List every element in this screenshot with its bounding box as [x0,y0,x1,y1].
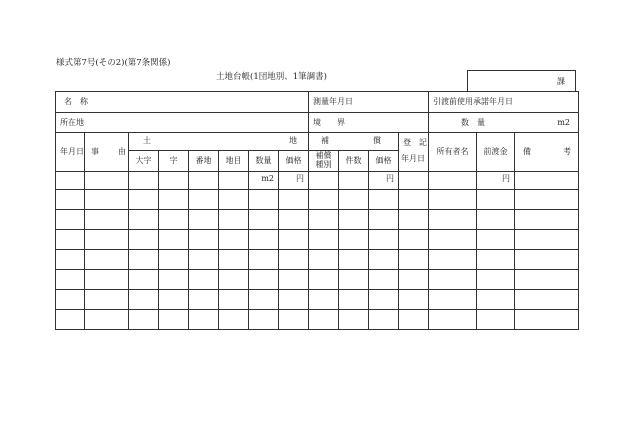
cell[interactable] [515,290,579,310]
cell[interactable] [429,230,477,250]
cell[interactable] [219,190,249,210]
cell[interactable] [399,290,429,310]
col-suryo-header: 数量 [249,151,279,172]
cell[interactable] [369,230,399,250]
transfer-date-field[interactable] [429,92,579,113]
info-row-name [56,92,579,113]
cell[interactable] [515,310,579,330]
cell-oaza[interactable] [129,172,159,190]
col-remarks-char-1: 備 [523,147,531,156]
quantity-label: 数 量 [461,118,485,127]
col-oaza-header: 大字 [129,151,159,172]
cell[interactable] [189,190,219,210]
cell[interactable] [279,230,309,250]
location-label: 所在地 [60,117,84,127]
cell-remarks[interactable] [515,172,579,190]
cell[interactable] [85,250,129,270]
cell[interactable] [515,250,579,270]
cell[interactable] [129,210,159,230]
survey-date-field[interactable] [309,92,429,113]
cell[interactable] [249,250,279,270]
cell[interactable] [85,290,129,310]
cell[interactable] [279,250,309,270]
section-label: 課 [557,77,565,86]
cell[interactable] [369,250,399,270]
survey-date-label: 測量年月日 [313,97,353,106]
cell[interactable] [189,230,219,250]
cell[interactable] [219,310,249,330]
cell-date[interactable] [56,172,85,190]
cell[interactable] [477,190,515,210]
cell[interactable] [249,190,279,210]
cell[interactable] [279,210,309,230]
cell[interactable] [279,190,309,210]
col-banchi-header: 番地 [189,151,219,172]
cell-banchi[interactable] [189,172,219,190]
cell[interactable] [129,190,159,210]
cell[interactable] [309,290,339,310]
unit-yen: 円 [386,174,394,183]
cell[interactable] [129,290,159,310]
cell[interactable] [159,270,189,290]
cell[interactable] [219,210,249,230]
cell[interactable] [279,270,309,290]
unit-yen: 円 [296,174,304,183]
cell-suryo[interactable] [249,172,279,190]
cell[interactable] [429,250,477,270]
cell[interactable] [85,310,129,330]
col-remarks-header [515,133,579,172]
cell[interactable] [339,290,369,310]
cell-kakaku[interactable] [279,172,309,190]
table-row [56,210,579,230]
col-kakaku2-header: 価格 [369,151,399,172]
cell[interactable] [189,270,219,290]
cell[interactable] [129,230,159,250]
col-compensation-char-1: 補 [321,136,329,145]
cell[interactable] [369,310,399,330]
cell[interactable] [159,250,189,270]
cell[interactable] [85,210,129,230]
cell[interactable] [249,270,279,290]
col-kensu-header: 件数 [339,151,369,172]
cell[interactable] [515,210,579,230]
cell[interactable] [189,210,219,230]
cell[interactable] [249,310,279,330]
col-reason-char-2: 由 [118,147,126,156]
cell[interactable] [515,230,579,250]
cell[interactable] [129,270,159,290]
cell[interactable] [219,230,249,250]
col-registration-header [399,133,429,172]
cell[interactable] [56,210,85,230]
cell[interactable] [399,230,429,250]
cell[interactable] [477,310,515,330]
cell[interactable] [399,250,429,270]
cell[interactable] [309,270,339,290]
cell[interactable] [56,290,85,310]
cell[interactable] [399,190,429,210]
cell[interactable] [279,290,309,310]
cell[interactable] [399,270,429,290]
cell[interactable] [279,310,309,330]
col-hosho-shubetsu-line-2: 種別 [315,160,332,169]
cell[interactable] [477,270,515,290]
cell[interactable] [309,310,339,330]
info-row-location [56,113,579,133]
cell[interactable] [369,210,399,230]
col-land-char-1: 土 [143,136,151,145]
cell[interactable] [85,230,129,250]
col-kakaku-header: 価格 [279,151,309,172]
section-box [467,70,576,92]
table-row [56,270,579,290]
cell[interactable] [56,250,85,270]
cell[interactable] [219,270,249,290]
cell[interactable] [515,190,579,210]
cell[interactable] [477,210,515,230]
cell[interactable] [429,310,477,330]
cell-hosho-shubetsu[interactable] [309,172,339,190]
cell[interactable] [159,190,189,210]
cell[interactable] [399,210,429,230]
cell[interactable] [159,230,189,250]
cell-registration[interactable] [399,172,429,190]
col-hosho-shubetsu-header [309,151,339,172]
col-registration-line-1: 登 記 [403,138,427,147]
cell-owner[interactable] [429,172,477,190]
col-chimoku-header: 地目 [219,151,249,172]
col-land-header [129,133,309,151]
cell[interactable] [309,190,339,210]
page-title: 土地台帳(1団地別、1筆調書) [216,72,327,82]
col-hosho-shubetsu-line-1: 補償 [315,151,332,161]
land-ledger-table [55,91,579,330]
cell-chimoku[interactable] [219,172,249,190]
col-reason-char-1: 事 [91,147,99,156]
cell[interactable] [339,230,369,250]
col-remarks-char-2: 考 [563,147,571,156]
column-header-row-1 [56,133,579,151]
cell[interactable] [85,190,129,210]
cell[interactable] [129,310,159,330]
cell[interactable] [309,210,339,230]
cell[interactable] [429,190,477,210]
col-land-char-2: 地 [289,136,297,145]
cell[interactable] [56,310,85,330]
cell[interactable] [339,310,369,330]
quantity-field[interactable] [429,113,579,133]
cell-advance[interactable] [477,172,515,190]
cell[interactable] [56,190,85,210]
cell[interactable] [515,270,579,290]
name-field[interactable] [56,92,309,113]
table-row [56,290,579,310]
name-label: 名 称 [64,97,88,106]
unit-yen: 円 [502,174,510,183]
boundary-field[interactable] [309,113,429,133]
cell[interactable] [477,230,515,250]
cell[interactable] [399,310,429,330]
col-aza-header: 字 [159,151,189,172]
quantity-unit: m2 [557,118,570,127]
cell-kensu[interactable] [339,172,369,190]
table-row [56,172,579,190]
col-date-header: 年月日 [56,133,85,172]
cell[interactable] [159,310,189,330]
cell[interactable] [339,250,369,270]
location-field[interactable] [56,113,309,133]
cell[interactable] [189,290,219,310]
unit-area: m2 [261,174,274,183]
col-owner-header: 所有者名 [429,133,477,172]
cell[interactable] [219,290,249,310]
cell[interactable] [249,290,279,310]
cell-aza[interactable] [159,172,189,190]
cell-reason[interactable] [85,172,129,190]
cell[interactable] [429,270,477,290]
cell[interactable] [429,210,477,230]
cell[interactable] [56,230,85,250]
cell[interactable] [249,210,279,230]
cell[interactable] [85,270,129,290]
boundary-label: 境 界 [313,117,345,127]
cell[interactable] [309,230,339,250]
table-row [56,190,579,210]
cell[interactable] [429,290,477,310]
cell[interactable] [477,250,515,270]
col-compensation-header [309,133,399,151]
cell[interactable] [189,250,219,270]
form-number: 様式第7号(その2)(第7条関係) [56,58,171,68]
table-row [56,310,579,330]
cell[interactable] [189,310,219,330]
cell[interactable] [249,230,279,250]
cell[interactable] [159,210,189,230]
cell[interactable] [339,210,369,230]
cell[interactable] [369,190,399,210]
col-compensation-char-2: 償 [373,136,381,145]
cell[interactable] [339,190,369,210]
cell[interactable] [129,250,159,270]
transfer-date-label: 引渡前使用承諾年月日 [433,97,513,106]
table-row [56,250,579,270]
cell[interactable] [309,250,339,270]
cell[interactable] [56,270,85,290]
cell[interactable] [369,270,399,290]
cell-kakaku2[interactable] [369,172,399,190]
cell[interactable] [219,250,249,270]
cell[interactable] [369,290,399,310]
table-row [56,230,579,250]
cell[interactable] [159,290,189,310]
cell[interactable] [477,290,515,310]
col-advance-header: 前渡金 [477,133,515,172]
cell[interactable] [339,270,369,290]
col-reason-header [85,133,129,172]
col-registration-line-2: 年月日 [401,154,425,163]
